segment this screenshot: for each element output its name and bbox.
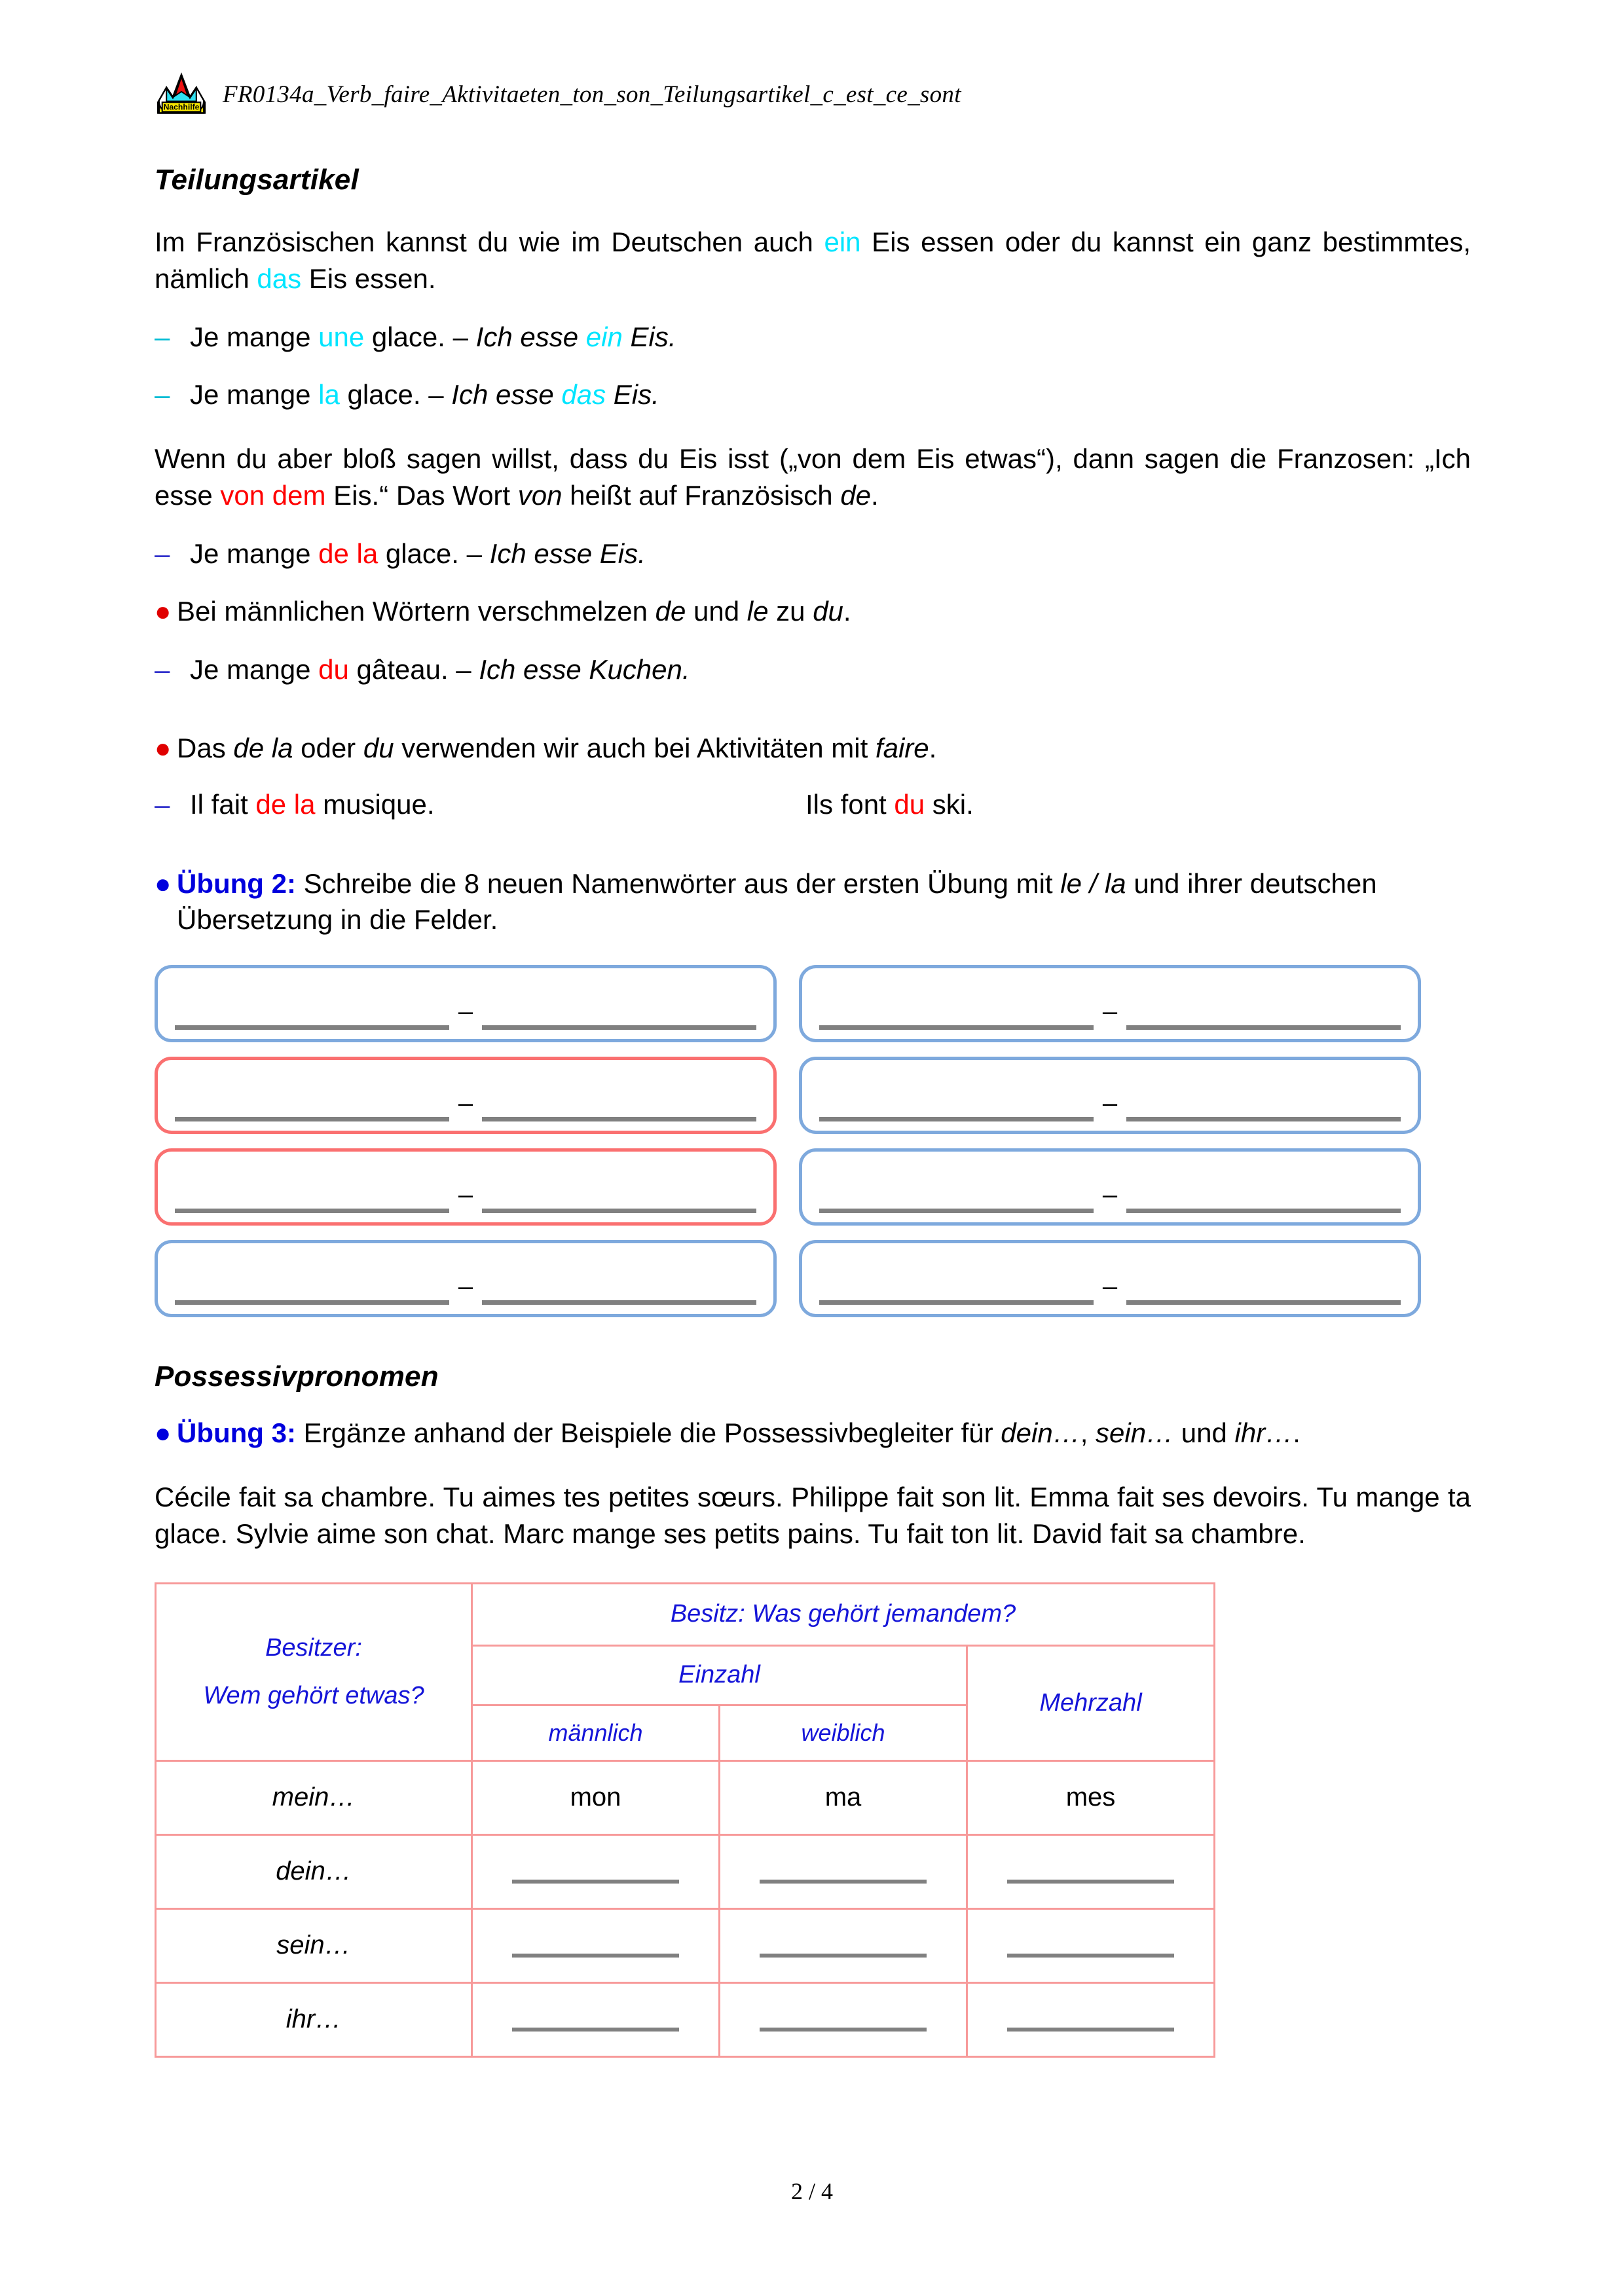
r1-part4: . (843, 596, 851, 627)
ex1-de-highlight: ein (585, 321, 623, 352)
intro-part1: Im Französischen kannst du wie im Deutschen auch (155, 227, 824, 257)
answer-box[interactable] (155, 1148, 777, 1226)
nachhilfe-logo-icon (155, 71, 208, 117)
ex1-de-pre: Ich esse (475, 321, 586, 352)
r1-part1: Bei männlichen Wörtern verschmelzen (177, 596, 655, 627)
french-blank-field[interactable] (175, 1175, 449, 1213)
answer-box[interactable] (155, 965, 777, 1042)
document-title: FR0134a_Verb_faire_Aktivitaeten_ton_son_Teilungsartikel_c_est_ce_sont (223, 81, 961, 108)
dash-marker-icon: – (155, 321, 170, 352)
ex3-fr-pre: Je mange (190, 538, 319, 569)
table-row (156, 1834, 1215, 1908)
ex2-de-highlight: das (561, 379, 606, 410)
possession-header-cell: Besitz: Was gehört jemandem? (472, 1583, 1215, 1645)
r1-part3: zu (768, 596, 813, 627)
dash-marker-icon: – (155, 538, 170, 569)
ex3-fr-highlight: de la (318, 538, 378, 569)
example-row-5 (155, 789, 1471, 820)
page-content (155, 0, 1471, 2058)
row-label-mein: mein… (156, 1760, 472, 1834)
example-2-text (190, 377, 1471, 413)
example-4-text (190, 652, 1471, 688)
ex3-instr-ihr: ihr… (1234, 1417, 1293, 1449)
blank-separator: – (458, 1180, 473, 1210)
answer-blank[interactable] (760, 1954, 927, 1958)
answer-box[interactable] (155, 1240, 777, 1317)
answer-box[interactable] (799, 965, 1421, 1042)
r2-part4: . (929, 733, 937, 764)
p2-part2: Eis.“ Das Wort (325, 479, 518, 511)
blank-pair (802, 991, 1418, 1030)
ex4-fr-post: gâteau. – (348, 653, 479, 685)
plural-header-cell: Mehrzahl (967, 1645, 1215, 1760)
answer-box[interactable] (799, 1148, 1421, 1226)
r2-part2: oder (293, 733, 363, 764)
table-row (156, 1908, 1215, 1982)
paragraph-french-examples: Cécile fait sa chambre. Tu aimes tes petites sœurs. Philippe fait son lit. Emma fait ses devoirs. Tu mange ta glace. Sylvie aime son chat. Marc mange ses petits pains. Tu fait ton lit. David fait sa chambre. (155, 1481, 1471, 1549)
french-blank-field[interactable] (819, 991, 1094, 1030)
cell-ihr-fem[interactable] (720, 1982, 967, 2056)
exercise-2-instruction (155, 866, 1471, 938)
dash-marker-icon: – (155, 379, 170, 410)
blank-separator: – (1102, 1089, 1118, 1118)
answer-box[interactable] (799, 1240, 1421, 1317)
exercise-2-label: Übung 2: (177, 868, 296, 899)
ex2-fr-pre: Je mange (190, 379, 319, 410)
blank-separator: – (1102, 1180, 1118, 1210)
ex2-instr-part2: und ihrer deutschen Übersetzung in die Felder. (177, 868, 1377, 935)
p2-part4: . (871, 479, 879, 511)
logo-text: Nachhilfe (163, 102, 200, 112)
r1-part2: und (686, 596, 747, 627)
intro-highlight-ein: ein (824, 227, 861, 257)
german-blank-field[interactable] (482, 1175, 756, 1213)
ex1-fr-pre: Je mange (190, 321, 319, 352)
german-blank-field[interactable] (1126, 991, 1401, 1030)
ex3-instr-dein: dein… (1001, 1417, 1080, 1449)
blank-pair (802, 1083, 1418, 1121)
french-blank-field[interactable] (819, 1266, 1094, 1305)
ex2-instr-italic: le / la (1060, 868, 1126, 899)
cell-mein-fem: ma (720, 1760, 967, 1834)
answer-blank[interactable] (512, 1880, 679, 1884)
r2-italic-dela: de la (233, 733, 293, 764)
ex5-right-highlight: du (894, 789, 925, 820)
example-row-3 (155, 536, 1471, 572)
answer-box-grid (155, 965, 1471, 1317)
rule-row-2 (155, 731, 1471, 767)
answer-blank[interactable] (760, 2028, 927, 2032)
ex2-de-post: Eis. (606, 379, 659, 410)
french-blank-field[interactable] (175, 991, 449, 1030)
ex5-right-post: ski. (925, 789, 974, 820)
example-5-left (190, 789, 805, 820)
dash-marker-icon: – (155, 789, 170, 820)
blank-separator: – (458, 1272, 473, 1302)
german-blank-field[interactable] (482, 1083, 756, 1121)
rule-2-text (177, 731, 1471, 767)
answer-blank[interactable] (760, 1880, 927, 1884)
rule-1-text (177, 594, 1471, 630)
cell-mein-masc: mon (472, 1760, 720, 1834)
blank-pair (802, 1175, 1418, 1213)
ex4-fr-pre: Je mange (190, 653, 319, 685)
ex3-de: Ich esse Eis. (489, 538, 646, 569)
singular-header-cell: Einzahl (472, 1645, 967, 1705)
cell-sein-fem[interactable] (720, 1908, 967, 1982)
r2-part1: Das (177, 733, 234, 764)
heading-possessivpronomen: Possessivpronomen (155, 1360, 439, 1393)
row-label-sein: sein… (156, 1908, 472, 1982)
answer-blank[interactable] (1007, 1880, 1174, 1884)
german-blank-field[interactable] (1126, 1175, 1401, 1213)
answer-blank[interactable] (512, 2028, 679, 2032)
ex5-right-pre: Ils font (805, 789, 895, 820)
r1-italic-le: le (747, 596, 769, 627)
cell-sein-masc[interactable] (472, 1908, 720, 1982)
owner-header-cell (156, 1583, 472, 1760)
ex3-instr-part1: Ergänze anhand der Beispiele die Possessivbegleiter für (295, 1417, 1001, 1449)
r1-italic-du: du (813, 596, 843, 627)
cell-ihr-masc[interactable] (472, 1982, 720, 2056)
ex5-left-highlight: de la (255, 789, 316, 820)
possessive-pronoun-table (155, 1582, 1215, 2058)
intro-part2: Eis essen oder du kannst ein ganz bestimmtes, nämlich (155, 227, 1471, 294)
ex2-fr-highlight: la (318, 379, 340, 410)
paragraph-von-dem (155, 441, 1471, 514)
red-bullet-icon: ● (155, 733, 172, 764)
r2-italic-faire: faire (875, 733, 929, 764)
cell-ihr-plur[interactable] (967, 1982, 1215, 2056)
masculine-header-cell: männlich (472, 1705, 720, 1760)
french-blank-field[interactable] (175, 1083, 449, 1121)
table-row (156, 1982, 1215, 2056)
table-row (156, 1760, 1215, 1834)
exercise-3-label: Übung 3: (177, 1417, 296, 1449)
ex3-instr-sein: sein… (1096, 1417, 1174, 1449)
ex5-left-post: musique. (315, 789, 435, 820)
answer-blank[interactable] (1007, 1954, 1174, 1958)
p2-part1: Wenn du aber bloß sagen willst, dass du Eis isst („von dem Eis etwas“), dann sagen die Franzosen: „Ich esse (155, 443, 1471, 511)
blank-pair (158, 1266, 773, 1305)
page-footer: 2 / 4 (790, 2178, 833, 2204)
ex2-de-pre: Ich esse (451, 379, 562, 410)
intro-highlight-das: das (257, 263, 302, 294)
ex5-left-pre: Il fait (190, 789, 256, 820)
ex3-instr-part4: . (1293, 1417, 1301, 1449)
example-3-text (190, 536, 1471, 572)
german-blank-field[interactable] (1126, 1266, 1401, 1305)
blank-pair (158, 1083, 773, 1121)
row-label-ihr: ihr… (156, 1982, 472, 2056)
example-1-text (190, 319, 1471, 355)
example-row-2 (155, 377, 1471, 413)
owner-header-line1: Besitzer: (265, 1634, 362, 1662)
r2-italic-du: du (363, 733, 394, 764)
ex4-de: Ich esse Kuchen. (479, 653, 690, 685)
answer-blank[interactable] (512, 1954, 679, 1958)
exercise-3-instruction (155, 1415, 1471, 1451)
ex1-fr-highlight: une (318, 321, 365, 352)
cell-mein-plur: mes (967, 1760, 1215, 1834)
blank-separator: – (1102, 1272, 1118, 1302)
example-5-right (805, 789, 1471, 820)
ex3-instr-part2: , (1080, 1417, 1096, 1449)
table-header-row-1 (156, 1583, 1215, 1645)
document-header (155, 0, 1471, 124)
answer-box[interactable] (799, 1057, 1421, 1134)
blank-pair (802, 1266, 1418, 1305)
cell-dein-plur[interactable] (967, 1834, 1215, 1908)
exercise-3-text (177, 1415, 1471, 1451)
r1-italic-de: de (655, 596, 686, 627)
french-blank-field[interactable] (819, 1083, 1094, 1121)
german-blank-field[interactable] (482, 991, 756, 1030)
ex2-fr-post: glace. – (339, 379, 452, 410)
p2-italic-von: von (517, 479, 563, 511)
blue-bullet-icon: ● (155, 1417, 172, 1449)
ex1-fr-post: glace. – (364, 321, 476, 352)
ex3-instr-part3: und (1173, 1417, 1235, 1449)
blank-pair (158, 1175, 773, 1213)
german-blank-field[interactable] (482, 1266, 756, 1305)
ex2-instr-part1: Schreibe die 8 neuen Namenwörter aus der ersten Übung mit (295, 868, 1061, 899)
paragraph-intro (155, 224, 1471, 297)
row-label-dein: dein… (156, 1834, 472, 1908)
exercise-2-text (177, 866, 1471, 938)
intro-part3: Eis essen. (301, 263, 436, 294)
feminine-header-cell: weiblich (720, 1705, 967, 1760)
owner-header-line2: Wem gehört etwas? (203, 1681, 424, 1709)
example-row-1 (155, 319, 1471, 355)
ex4-fr-highlight: du (318, 653, 349, 685)
cell-dein-fem[interactable] (720, 1834, 967, 1908)
cell-dein-masc[interactable] (472, 1834, 720, 1908)
french-blank-field[interactable] (175, 1266, 449, 1305)
blank-separator: – (458, 997, 473, 1027)
heading-teilungsartikel: Teilungsartikel (155, 164, 359, 196)
blank-separator: – (1102, 997, 1118, 1027)
blue-bullet-icon: ● (155, 868, 172, 899)
blank-separator: – (458, 1089, 473, 1118)
p2-italic-de: de (840, 479, 872, 511)
rule-row-1 (155, 594, 1471, 630)
ex1-de-post: Eis. (622, 321, 676, 352)
dash-marker-icon: – (155, 653, 170, 685)
r2-part3: verwenden wir auch bei Aktivitäten mit (394, 733, 876, 764)
answer-box[interactable] (155, 1057, 777, 1134)
blank-pair (158, 991, 773, 1030)
red-bullet-icon: ● (155, 596, 172, 627)
answer-blank[interactable] (1007, 2028, 1174, 2032)
ex3-fr-post: glace. – (378, 538, 490, 569)
p2-part3: heißt auf Französisch (562, 479, 841, 511)
cell-sein-plur[interactable] (967, 1908, 1215, 1982)
p2-highlight-von-dem: von dem (220, 479, 326, 511)
french-blank-field[interactable] (819, 1175, 1094, 1213)
german-blank-field[interactable] (1126, 1083, 1401, 1121)
example-row-4 (155, 652, 1471, 688)
